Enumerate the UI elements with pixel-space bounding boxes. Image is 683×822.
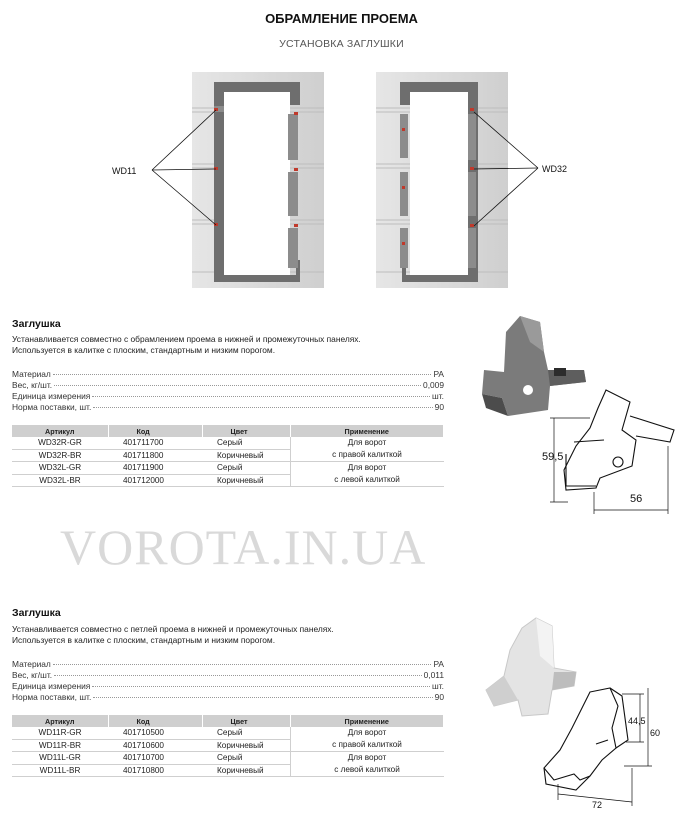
cell-article: WD11L-GR [12,752,108,765]
table-header-row [12,715,444,727]
spec-value: шт. [432,391,444,401]
table-row [12,727,444,739]
spec-label: Вес, кг/шт. [12,380,53,390]
column-header-code: Код [108,425,202,437]
cell-application [290,752,444,777]
cell-code: 401710800 [108,764,202,777]
cell-application [290,727,444,752]
spec-value: 0,009 [423,380,444,390]
application-line: Для ворот [347,753,387,762]
cell-article: WD32R-GR [12,437,108,449]
product2-description [12,624,482,646]
spec-label: Материал [12,659,51,669]
cell-application [290,437,444,462]
spec-value: 90 [434,402,444,412]
spec-leader [54,675,422,676]
product1-title: Заглушка [12,318,61,330]
table-row [12,437,444,449]
watermark: VOROTA.IN.UA [60,519,427,575]
cell-application [290,462,444,487]
spec-leader [53,374,432,375]
application-line: с левой калиткой [334,765,400,774]
cell-color: Коричневый [202,449,290,461]
cell-code: 401710700 [108,752,202,765]
product1-description-line1: Устанавливается совместно с обрамлением проема в нижней и промежуточных панелях. [12,334,361,344]
dimension-width: 72 [592,800,603,808]
spec-label: Единица измерения [12,391,91,401]
product2-drawing [536,684,666,808]
product2-table [12,715,444,777]
product1-description-line2: Используется в калитке с плоским, стандартным и низким порогом. [12,345,276,355]
cell-article: WD32R-BR [12,449,108,461]
door-diagram-right [376,72,567,288]
spec-leader [93,407,432,408]
dimension-width: 56 [630,493,643,505]
product2-description-line1: Устанавливается совместно с петлей проема в нижней и промежуточных панелях. [12,624,334,634]
dimension-inner-height: 44,5 [628,716,646,726]
product1-specs [12,369,444,413]
application-line: с правой калиткой [332,740,402,749]
column-header-application: Применение [290,425,444,437]
column-header-code: Код [108,715,202,727]
dimension-height: 59,5 [542,451,564,463]
column-header-article: Артикул [12,425,108,437]
spec-label: Материал [12,369,51,379]
cell-code: 401712000 [108,474,202,487]
column-header-color: Цвет [202,715,290,727]
spec-value: 0,011 [423,670,444,680]
page-subtitle: УСТАНОВКА ЗАГЛУШКИ [279,38,404,50]
spec-row [12,391,444,402]
cell-article: WD11R-GR [12,727,108,739]
table-header-row [12,425,444,437]
cell-article: WD11R-BR [12,739,108,751]
cell-code: 401711900 [108,462,202,475]
column-header-application: Применение [290,715,444,727]
cell-color: Серый [202,727,290,739]
cell-color: Серый [202,752,290,765]
cell-code: 401710600 [108,739,202,751]
product2-title: Заглушка [12,607,61,619]
page-title: ОБРАМЛЕНИЕ ПРОЕМА [265,11,418,26]
spec-value: шт. [432,681,444,691]
spec-row [12,681,444,692]
column-header-article: Артикул [12,715,108,727]
cell-article: WD32L-GR [12,462,108,475]
cell-article: WD11L-BR [12,764,108,777]
spec-row [12,380,444,391]
application-line: Для ворот [347,438,387,447]
cell-code: 401711700 [108,437,202,449]
spec-leader [92,396,430,397]
application-line: с правой калиткой [332,450,402,459]
cell-code: 401711800 [108,449,202,461]
wd11-label: WD11 [112,166,137,176]
application-line: Для ворот [347,463,387,472]
table-row [12,462,444,475]
installation-diagrams [110,60,580,296]
cell-color: Коричневый [202,474,290,487]
spec-row [12,670,444,681]
spec-leader [93,697,432,698]
spec-value: PA [433,369,444,379]
table-row [12,752,444,765]
door-diagram-left [112,72,324,288]
wd32-label: WD32 [542,164,568,174]
spec-label: Норма поставки, шт. [12,402,92,412]
cell-color: Серый [202,437,290,449]
cell-color: Серый [202,462,290,475]
spec-value: PA [433,659,444,669]
spec-row [12,659,444,670]
product2-specs [12,659,444,703]
dimension-height: 60 [650,728,661,738]
application-line: Для ворот [347,728,387,737]
cell-color: Коричневый [202,764,290,777]
spec-row [12,402,444,413]
product1-description [12,334,482,356]
cell-code: 401710500 [108,727,202,739]
spec-label: Вес, кг/шт. [12,670,53,680]
cell-article: WD32L-BR [12,474,108,487]
spec-leader [54,385,421,386]
spec-leader [53,664,432,665]
application-line: с левой калиткой [334,475,400,484]
spec-label: Единица измерения [12,681,91,691]
spec-label: Норма поставки, шт. [12,692,92,702]
spec-row [12,692,444,703]
spec-row [12,369,444,380]
cell-color: Коричневый [202,739,290,751]
product2-description-line2: Используется в калитке с плоским, стандартным и низким порогом. [12,635,276,645]
product1-table [12,425,444,487]
spec-leader [92,686,430,687]
spec-value: 90 [434,692,444,702]
product1-drawing [540,382,680,517]
column-header-color: Цвет [202,425,290,437]
